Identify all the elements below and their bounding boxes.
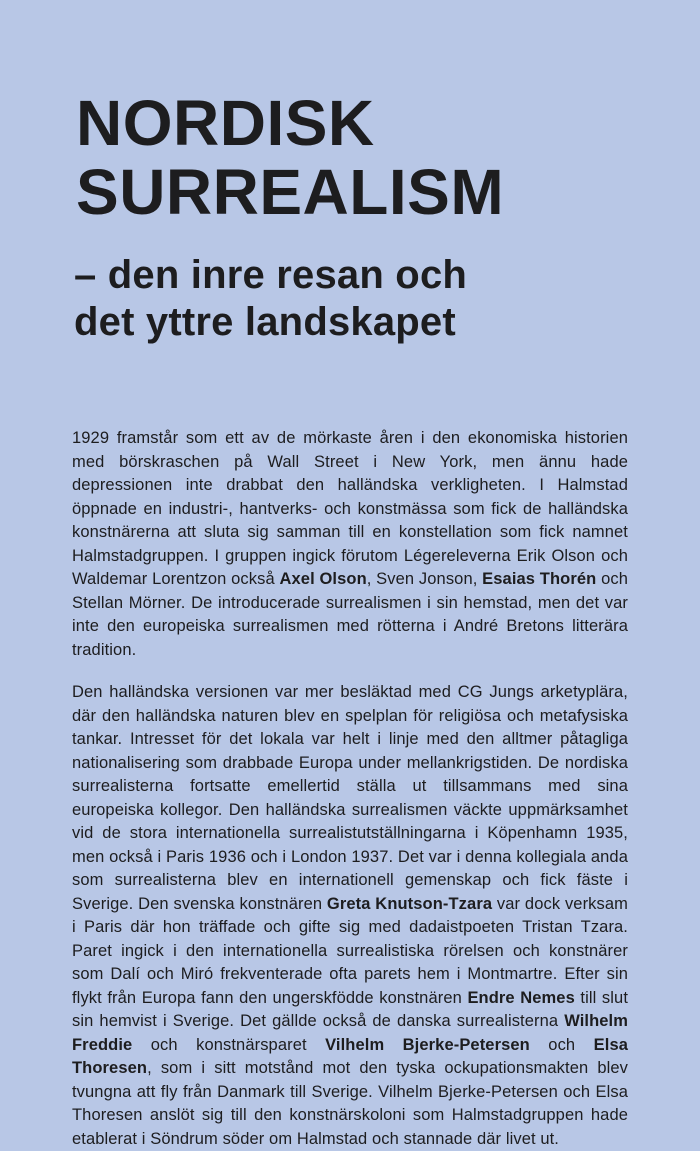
text-run: var dock verksam i Paris där hon träffade och gifte sig med dadaistpoeten Tristan Tzara. Paret ingick i den internationella surrealistiska rörelsen och konstnärer som Dalí och Miró frekventerade ofta parets hem i Montmartre. Efter sin flykt från Europa fann den ungerskfödde konstnären [72, 894, 628, 1007]
text-run: , Sven Jonson, [366, 570, 483, 588]
page-subtitle-line-1: – den inre resan och [74, 253, 468, 297]
artist-name: Endre Nemes [467, 988, 575, 1007]
page-title-line-2: SURREALISM [76, 156, 505, 228]
paragraph-1 [72, 427, 628, 662]
page-subtitle-line-2: det yttre landskapet [74, 300, 456, 344]
artist-name: Esaias Thorén [482, 570, 597, 588]
paragraph-2 [72, 681, 628, 1151]
page-title-line-1: NORDISK [76, 87, 375, 159]
text-run: till slut sin hemvist i Sverige. Det gällde också de danska surrealisterna [72, 988, 628, 1030]
text-run: och konstnärsparet [132, 1035, 326, 1054]
page-subtitle [72, 252, 628, 346]
text-run: och Stellan Mörner. De introducerade surrealismen i sin hemstad, men det var inte den europeiska surrealismen med rötterna i André Bretons litterära tradition. [72, 570, 628, 659]
body-text [72, 427, 628, 1151]
artist-name: Greta Knutson-Tzara [326, 894, 493, 913]
artist-name: Axel Olson [279, 570, 367, 588]
text-run: 1929 framstår som ett av de mörkaste åren i den ekonomiska historien med börskraschen på Wall Street i New York, men ännu hade depressionen inte drabbat den halländska verkligheten. I Halmstad öppnade en industri-, hantverks- och konstmässa som fick de halländska konstnärerna att sluta sig samman till en konstellation som fick namnet Halmstadgruppen. I gruppen ingick förutom Légereleverna Erik Olson och Waldemar Lorentzon också [72, 429, 628, 588]
artist-name: Wilhelm Freddie [72, 1012, 628, 1054]
artist-name: Elsa Thoresen [72, 1035, 628, 1077]
text-run: och [529, 1035, 594, 1054]
text-run: , som i sitt motstånd mot den tyska ockupationsmakten blev tvungna att fly från Danmark till Sverige. Vilhelm Bjerke-Petersen och Elsa Thoresen anslöt sig till den konstnärskoloni som Halmstadgruppen hade etablerat i Söndrum söder om Halmstad och stannade där livet ut. [72, 1059, 628, 1148]
artist-name: Vilhelm Bjerke-Petersen [325, 1035, 530, 1054]
text-run: Den halländska versionen var mer besläktad med CG Jungs arketyplära, där den halländska naturen blev en spelplan för religiösa och metafysiska tankar. Intresset för det lokala var helt i linje med den alltmer påtagliga nationalisering som drabbade Europa under mellankrigstiden. De nordiska surrealisterna fortsatte emellertid ställa ut tillsammans med sina europeiska kollegor. Den halländska surrealismen väckte uppmärksamhet vid de stora internationella surrealistutställningarna i Köpenhamn 1935, men också i Paris 1936 och i London 1937. Det var i denna kollegiala anda som surrealisterna blev en internationell gemenskap och fick fäste i Sverige. Den svenska konstnären [72, 683, 628, 913]
page-title [72, 0, 628, 227]
